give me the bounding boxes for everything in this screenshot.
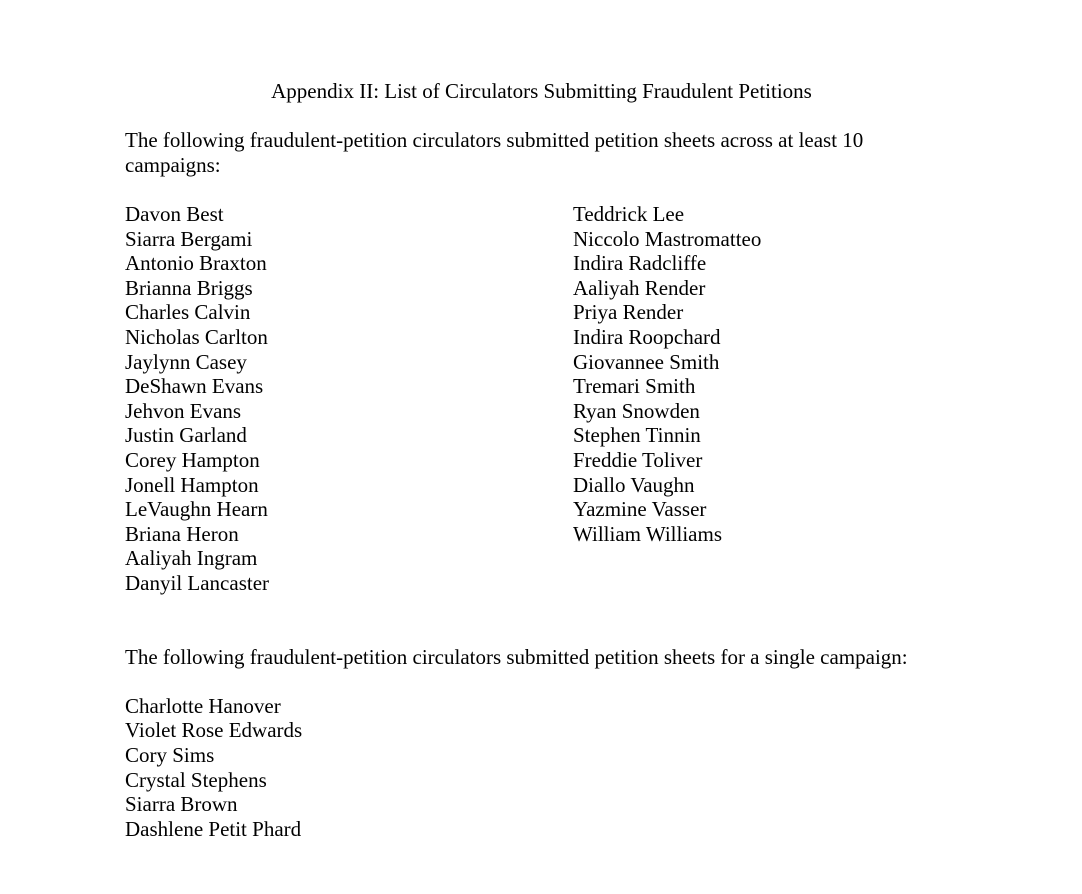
circulator-name: Charles Calvin — [125, 300, 251, 325]
circulator-name: Aaliyah Render — [573, 275, 706, 300]
circulator-name: Indira Roopchard — [573, 324, 721, 349]
circulator-name: William Williams — [573, 521, 722, 546]
circulator-name: Diallo Vaughn — [573, 472, 695, 497]
circulator-name: Niccolo Mastromatteo — [573, 226, 762, 251]
circulator-name: Nicholas Carlton — [125, 324, 268, 349]
circulator-name: Jaylynn Casey — [125, 349, 247, 374]
circulator-name: Priya Render — [573, 300, 684, 325]
page-title: Appendix II: List of Circulators Submitting Fraudulent Petitions — [271, 79, 812, 103]
circulator-name: Davon Best — [125, 201, 224, 226]
circulator-name: Ryan Snowden — [573, 398, 700, 423]
circulator-name: Aaliyah Ingram — [125, 546, 258, 571]
intro-paragraph-single-campaign: The following fraudulent-petition circulators submitted petition sheets for a single campaign: — [125, 644, 908, 669]
circulator-name: Stephen Tinnin — [573, 423, 701, 448]
intro-paragraph-multi-campaign: The following fraudulent-petition circulators submitted petition sheets across at least 10 campaigns: — [125, 128, 864, 177]
circulator-name: Tremari Smith — [573, 374, 696, 399]
circulator-list-left-column — [125, 202, 573, 596]
circulator-name: Jehvon Evans — [125, 398, 242, 423]
circulator-name: Brianna Briggs — [125, 275, 253, 300]
circulator-name: Teddrick Lee — [573, 201, 685, 226]
circulator-name: LeVaughn Hearn — [125, 497, 268, 522]
circulator-name: Jonell Hampton — [125, 472, 259, 497]
circulator-name: Danyil Lancaster — [125, 570, 270, 595]
circulator-name: Indira Radcliffe — [573, 251, 707, 276]
circulator-name: Siarra Bergami — [125, 226, 253, 251]
circulator-name: Charlotte Hanover — [125, 693, 281, 718]
circulator-name: Antonio Braxton — [125, 251, 267, 276]
circulator-list-single-campaign — [125, 694, 958, 842]
circulator-list-multi-campaign — [125, 202, 958, 596]
circulator-name: Corey Hampton — [125, 447, 260, 472]
circulator-name: Dashlene Petit Phard — [125, 816, 302, 841]
circulator-name: Justin Garland — [125, 423, 247, 448]
circulator-name: Freddie Toliver — [573, 447, 703, 472]
circulator-name: Violet Rose Edwards — [125, 718, 303, 743]
circulator-name: Siarra Brown — [125, 792, 238, 817]
circulator-name: Cory Sims — [125, 743, 215, 768]
circulator-name: Giovannee Smith — [573, 349, 720, 374]
circulator-list-right-column — [573, 202, 958, 596]
circulator-name: Yazmine Vasser — [573, 497, 707, 522]
circulator-name: DeShawn Evans — [125, 374, 264, 399]
circulator-name: Briana Heron — [125, 521, 239, 546]
circulator-name: Crystal Stephens — [125, 767, 267, 792]
